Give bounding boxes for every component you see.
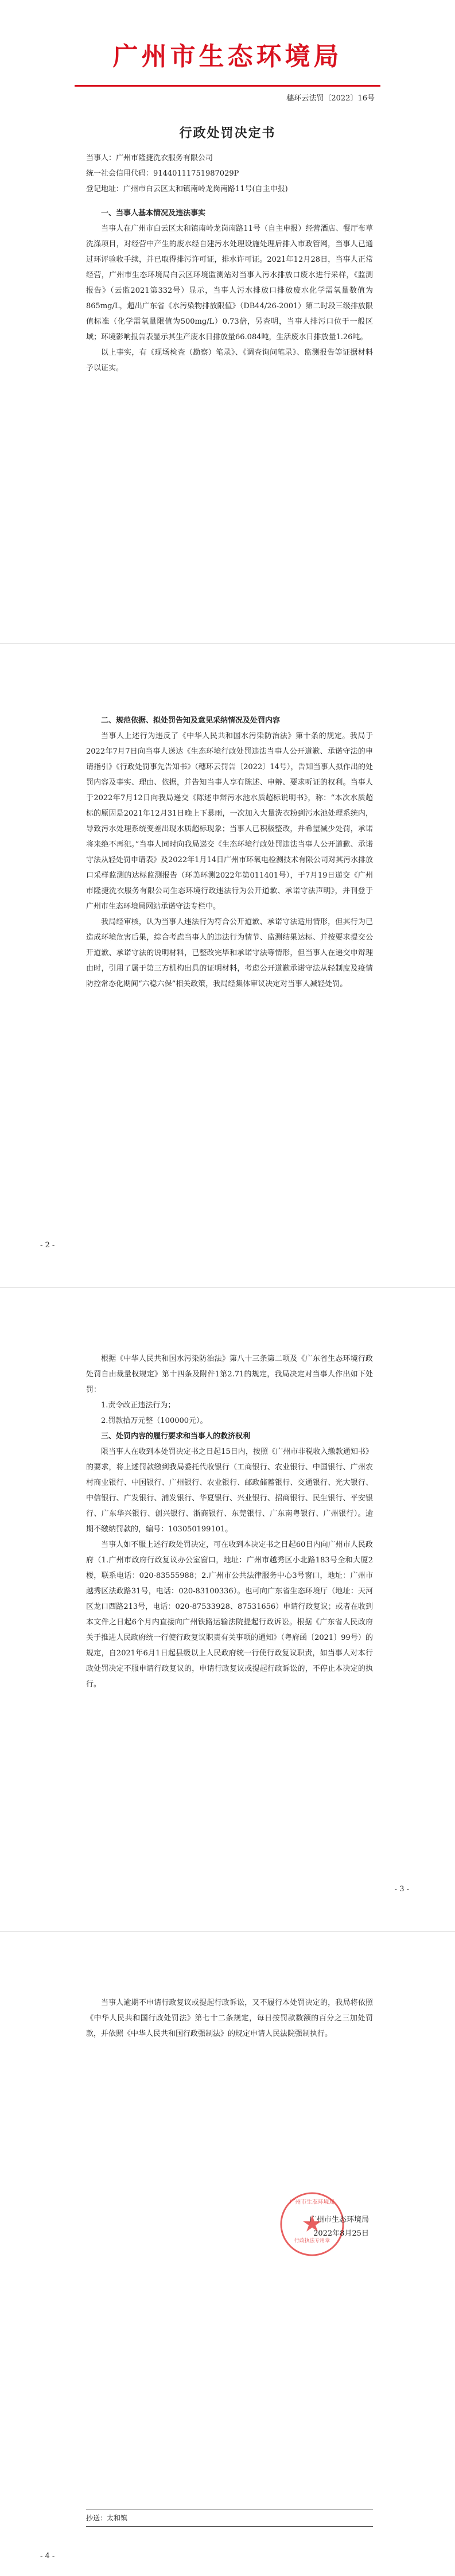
seal-subtext: 行政执法专用章	[294, 2238, 330, 2244]
cc-recipients: 抄送：太和镇	[86, 2514, 128, 2522]
signing-date: 2022年8月25日	[313, 2229, 369, 2238]
page-1	[0, 0, 455, 644]
penalty-item: 2.罚款拾万元整（100000元）。	[101, 1417, 208, 1425]
party-credit-code: 统一社会信用代码：91440111751987029P	[86, 169, 239, 178]
page-2	[0, 644, 455, 1288]
section-1	[86, 205, 373, 376]
section-2	[86, 713, 373, 992]
legal-basis: 根据《中华人民共和国水污染防治法》第八十三条第二项及《广东省生态环境行政处罚自由裁量权规定》第十四条及附件1第2.71的规定，我局决定对当事人作出如下处罚：	[86, 1355, 373, 1394]
section-3-paragraph: 当事人如不服上述行政处罚决定，可在收到本决定书之日起60日内向广州市人民政府（1.广州市政府行政复议办公室窗口，地址：广州市越秀区小北路183号全和大厦2楼，联系电话：020-83555988；2.广州市公共法律服务中心3号窗口，地址：广州市越秀区法政路31号，电话：020-83100336）。也可向广东省生态环境厅（地址：天河区龙口西路213号，电话：020-87533928、87531656）申请行政复议；或者在收到本文件之日起6个月内直接向广州铁路运输法院提起行政诉讼。根据《广东省人民政府关于推进人民政府统一行使行政复议职责有关事项的通知》（粤府函〔2021〕99号）的规定，自2021年6月1日起县级以上人民政府统一行使行政复议职责，如当事人对本行政处罚决定不服申请行政复议的，申请行政复议或提起行政诉讼的，不停止本决定的执行。	[86, 1541, 373, 1689]
penalty-item: 1.责令改正违法行为；	[101, 1401, 176, 1410]
page-number: - 4 -	[40, 2552, 55, 2561]
document-title: 行政处罚决定书	[179, 126, 276, 141]
document-number: 穗环云法罚〔2022〕16号	[286, 94, 375, 103]
section-2-heading: 二、规范依据、拟处罚告知及意见采纳情况及处罚内容	[101, 716, 281, 725]
section-2-paragraph: 当事人上述行为违反了《中华人民共和国水污染防治法》第十条的规定。我局于2022年7月7日向当事人送达《生态环境行政处罚违法当事人公开道歉、承诺守法的申请指引》《行政处罚事先告知书》（穗环云罚告〔2022〕14号），告知当事人拟作出的处罚内容及事实、理由、依据，并告知当事人享有陈述、申辩、要求听证的权利。当事人于2022年7月12日向我局递交《陈述申辩污水池水质超标说明书》，称：“本次水质超标的原因是2021年12月31日晚上下暴雨，一次加入大量洗衣粉到污水池处理系统内，导致污水处理系统变差出现水质超标现象；当事人已积极整改，并希望减少处罚，承诺将来绝不再犯。”当事人同时向我局递交《生态环境行政处罚违法当事人公开道歉、承诺守法从轻处罚申请表》及2022年1月14日广州市环氧电检测技术有限公司对其污水排放口采样监测的达标监测报告（环美环测2022年第011401号），于7月19日递交《广州市隆捷洗衣服务有限公司生态环境行政违法行为公开道歉、承诺守法声明》，并刊登于广州市生态环境局网站承诺守法专栏中。	[86, 732, 373, 911]
party-info	[86, 150, 373, 197]
page-4	[0, 1932, 455, 2576]
seal-text: 广州市生态环境局	[289, 2199, 335, 2206]
page-3	[0, 1288, 455, 1932]
section-2-paragraph: 我局经审核，认为当事人违法行为符合公开道歉、承诺守法适用情形，但其行为已造成环境危害后果，综合考虑当事人的违法行为情节、监测结果达标、并按要求提交公开道歉、承诺守法的说明材料，已整改完毕和承诺守法等情形，但当事人在递交申辩理由时，引用了属于第三方机构出具的证明材料，考虑公开道歉承诺守法从轻制度及疫情防控常态化期间“六稳六保”相关政策，我局经集体审议决定对当事人减轻处罚。	[86, 918, 373, 988]
section-1-paragraph: 以上事实，有《现场检查（勘察）笔录》、《调查询问笔录》、监测报告等证据材料予以证实。	[86, 348, 373, 373]
party-name: 当事人：广州市隆捷洗衣服务有限公司	[86, 154, 213, 162]
section-3-heading: 三、处罚内容的履行要求和当事人的救济权利	[101, 1432, 251, 1441]
authority-header-title: 广州市生态环境局	[112, 42, 343, 71]
section-3-paragraph: 限当事人在收到本处罚决定书之日起15日内，按照《广州市非税收入缴款通知书》的要求，将上述罚款缴到我局委托代收银行（工商银行、农业银行、中国银行、广州农村商业银行、中国银行、广州银行、农业银行、邮政储蓄银行、交通银行、光大银行、中信银行、广发银行、浦发银行、华夏银行、兴业银行、招商银行、民生银行、平安银行、广东华兴银行、创兴银行、浙商银行、东莞银行、广东南粤银行、广州银行）。逾期不缴纳罚款的，编号：103050199101。	[86, 1448, 373, 1534]
section-2-continued	[86, 1351, 373, 1692]
party-address: 登记地址：广州市白云区太和镇南岭龙岗南路11号(自主申报)	[86, 185, 288, 193]
section-1-heading: 一、当事人基本情况及违法事实	[101, 209, 206, 218]
cc-rule-bottom	[86, 2526, 373, 2527]
section-3-continued	[86, 1995, 373, 2042]
section-1-paragraph: 当事人在广州市白云区太和镇南岭龙岗南路11号（自主申报）经营酒店、餐厅布草洗涤项目，对经营中产生的废水经自建污水处理设施处理后排入市政管网，当事人已通过环评验收手续，并已取得排污许可证，排水许可证。2021年12月28日，当事人正常经营，广州市生态环境局白云区环境监测站对当事人污水排放口废水进行采样，《监测报告》（云监2021第332号）显示，当事人污水排放口排放废水化学需氧量数值为865mg/L，超出广东省《水污染物排放限值》（DB44/26-2001）第二时段三级排放限值标准（化学需氧量限值为500mg/L）0.73倍，另查明，当事人排污口位于一般区域；环境影响报告表显示其生产废水日排放量66.084吨，生活废水日排放量1.26吨。	[86, 224, 373, 342]
page-number: - 3 -	[394, 1885, 409, 1894]
signature-block	[309, 2213, 369, 2241]
signing-authority: 广州市生态环境局	[309, 2216, 369, 2224]
section-3-paragraph: 当事人逾期不申请行政复议或提起行政诉讼，又不履行本处罚决定的，我局将依照《中华人民共和国行政处罚法》第七十二条规定，每日按罚款数额的百分之三加处罚款，并依照《中华人民共和国行政强制法》的规定申请人民法院强制执行。	[86, 1999, 373, 2038]
header-red-rule	[75, 85, 380, 87]
page-number: - 2 -	[40, 1241, 55, 1250]
